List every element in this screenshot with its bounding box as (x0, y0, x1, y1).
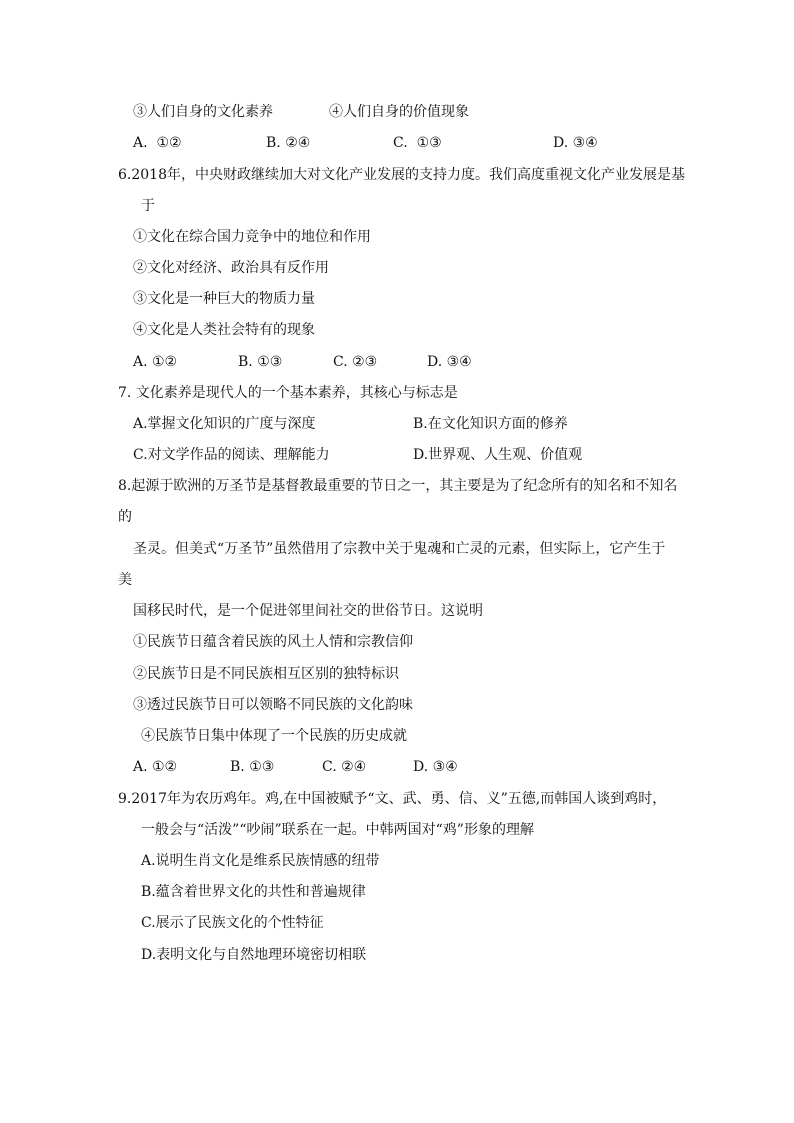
q8-statement-1: ①民族节日蕴含着民族的风土人情和宗教信仰 (133, 634, 413, 650)
q6-statement-1: ①文化在综合国力竞争中的地位和作用 (133, 229, 371, 245)
q5-choice-d: D. ③④ (553, 135, 598, 151)
q8-choice-b: B. ①③ (230, 759, 275, 775)
q5-statement-4: ④人们自身的价值现象 (329, 104, 469, 120)
q6-choice-a: A. ①② (133, 354, 178, 370)
q8-choice-d: D. ③④ (413, 759, 458, 775)
q6-statement-2: ②文化对经济、政治具有反作用 (133, 260, 329, 276)
q5-choice-c: C. ①③ (393, 135, 442, 151)
q7-choice-c: C.对文学作品的阅读、理解能力 (133, 447, 330, 463)
q7-stem: 7. 文化素养是现代人的一个基本素养，其核心与标志是 (118, 385, 458, 401)
q7-choice-b: B.在文化知识方面的修养 (413, 416, 568, 432)
q8-stem-line-4: 美 (118, 572, 132, 588)
q9-stem-line-2: 一般会与“活泼”“吵闹”联系在一起。中韩两国对“鸡”形象的理解 (141, 822, 534, 838)
q8-statement-3: ③透过民族节日可以领略不同民族的文化韵味 (133, 697, 413, 713)
q5-choice-a: A. ①② (133, 135, 182, 151)
q6-stem-line-1: 6.2018年，中央财政继续加大对文化产业发展的支持力度。我们高度重视文化产业发展是基 (118, 167, 685, 183)
q9-choice-a: A.说明生肖文化是维系民族情感的纽带 (141, 853, 380, 869)
q6-statement-3: ③文化是一种巨大的物质力量 (133, 291, 315, 307)
q5-choice-b: B. ②④ (266, 135, 311, 151)
q8-statement-2: ②民族节日是不同民族相互区别的独特标识 (133, 666, 399, 682)
q8-stem-line-5: 国移民时代，是一个促进邻里间社交的世俗节日。这说明 (133, 603, 483, 619)
q8-stem-line-3: 圣灵。但美式“万圣节”虽然借用了宗教中关于鬼魂和亡灵的元素，但实际上，它产生于 (133, 541, 666, 557)
q8-stem-line-2: 的 (118, 509, 132, 525)
q8-stem-line-1: 8.起源于欧洲的万圣节是基督教最重要的节日之一，其主要是为了纪念所有的知名和不知名 (118, 478, 678, 494)
q9-choice-c: C.展示了民族文化的个性特征 (141, 915, 324, 931)
q6-choice-d: D. ③④ (427, 354, 472, 370)
q6-choice-c: C. ②③ (333, 354, 378, 370)
q8-choice-c: C. ②④ (322, 759, 367, 775)
q7-choice-d: D.世界观、人生观、价值观 (413, 447, 583, 463)
q7-choice-a: A.掌握文化知识的广度与深度 (133, 416, 316, 432)
q8-statement-4: ④民族节日集中体现了一个民族的历史成就 (141, 728, 407, 744)
q8-choice-a: A. ①② (133, 759, 178, 775)
q9-choice-d: D.表明文化与自然地理环境密切相联 (141, 947, 367, 963)
q6-stem-line-2: 于 (141, 198, 155, 214)
q6-statement-4: ④文化是人类社会特有的现象 (133, 322, 315, 338)
q6-choice-b: B. ①③ (238, 354, 283, 370)
q9-stem-line-1: 9.2017年为农历鸡年。鸡,在中国被赋予“文、武、勇、信、义”五德,而韩国人谈到鸡时， (118, 791, 667, 807)
q9-choice-b: B.蕴含着世界文化的共性和普遍规律 (141, 884, 366, 900)
q5-statement-3: ③人们自身的文化素养 (133, 104, 273, 120)
